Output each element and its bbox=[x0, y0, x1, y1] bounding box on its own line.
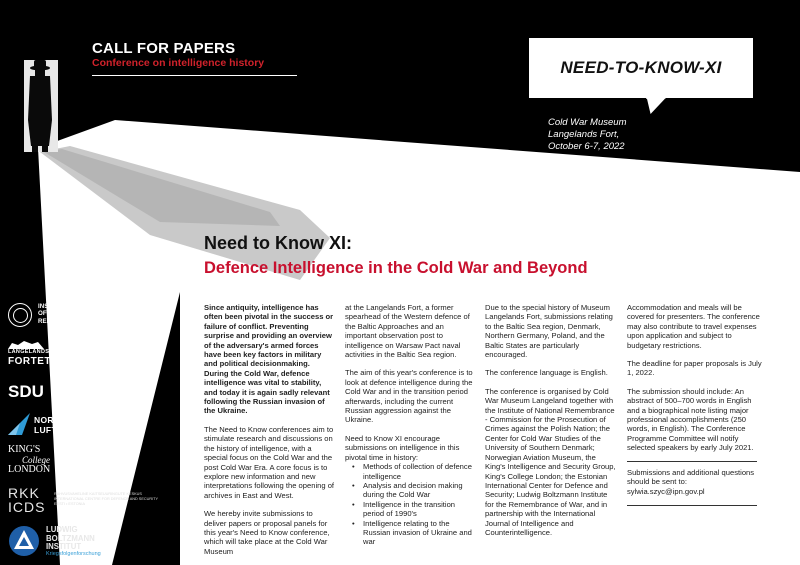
logo-line: RKK bbox=[8, 485, 40, 501]
logo-line: LUDWIG bbox=[46, 525, 78, 534]
logo-text bbox=[38, 303, 88, 325]
paragraph: The Need to Know conferences aim to stimulate research and discussions on the history of intelligence, with a special focus on the Cold War and the post Cold War Era. A core focus is to explore new information and new interpretations following the opening of archives in East and West. bbox=[204, 424, 335, 500]
paragraph: Submissions and additional questions should be sent to: bbox=[627, 467, 755, 487]
logo-line: BOLTZMANN bbox=[46, 533, 95, 543]
venue-line: Langelands Fort, bbox=[548, 129, 620, 140]
aviation-icon bbox=[8, 413, 30, 435]
paragraph: The deadline for paper proposals is July 1, 2022. bbox=[627, 359, 762, 378]
logo-kings-college-london bbox=[8, 445, 68, 481]
logo-line: LANGELANDS bbox=[8, 349, 50, 355]
venue-line: October 6-7, 2022 bbox=[548, 141, 625, 152]
text-column-4 bbox=[627, 303, 762, 512]
logo-langelands-fortet bbox=[8, 341, 51, 381]
logo-line: KING'S bbox=[8, 444, 41, 455]
logo-line: REMEMBRANCE bbox=[38, 317, 88, 325]
contact-email[interactable]: sylwia.szyc@ipn.gov.pl bbox=[627, 486, 705, 496]
logo-small-text bbox=[54, 492, 158, 507]
eagle-seal-icon bbox=[8, 303, 32, 327]
conference-title: Need to Know XI: bbox=[204, 233, 352, 253]
call-for-papers-title: CALL FOR PAPERS bbox=[92, 40, 236, 57]
logo-ludwig-boltzmann-institut bbox=[8, 525, 128, 563]
paragraph: The submission should include: An abstract of 500–700 words in English and a biographical note listing major professional accomplishments (250 words, in English). The Conference Programme Committee will notify selected speakers by early July 2021. bbox=[627, 386, 754, 453]
text-column-1 bbox=[204, 303, 336, 565]
logo-line: LONDON bbox=[8, 464, 51, 475]
paragraph: The conference language is English. bbox=[485, 368, 608, 378]
venue-info bbox=[548, 117, 638, 153]
title-divider bbox=[92, 75, 297, 76]
list-item: • Intelligence relating to the Russian invasion of Ukraine and war bbox=[363, 519, 477, 547]
paragraph: We hereby invite submissions to deliver papers or proposal panels for this year's Need to Know conference, which will take place at the Cold War Museum bbox=[204, 509, 330, 556]
logo-line: INSTITUT bbox=[46, 542, 82, 551]
logo-line: OF NATIONAL bbox=[38, 310, 80, 318]
list-item: • Methods of collection of defence intelligence bbox=[363, 462, 477, 481]
text-column-3 bbox=[485, 303, 618, 546]
logo-text bbox=[34, 415, 126, 435]
logo-text: SDU bbox=[8, 382, 44, 401]
logo-line: EESTI • ESTONIA bbox=[54, 502, 86, 506]
logo-norsk-luftfartsmuseum bbox=[8, 413, 138, 439]
conference-subtitle: Defence Intelligence in the Cold War and Beyond bbox=[204, 259, 588, 277]
paragraph: The conference is organised by Cold War Museum Langeland together with the Institute of National Remembrance - Commission for the Prosecution of Crimes against the Polish Nation; the Center for Cold War Studies of the University of Southern Denmark; Norwegian Aviation Museum, the King's Intelligence and Security Group, King's College London; the Estonian International Center for Defence and Security; Ludwig Boltzmann Institute for the Remembrance of War, and in partnership with the International Journal of Intelligence and Counterintelligence. bbox=[485, 386, 616, 537]
venue-line: Cold War Museum bbox=[548, 117, 627, 128]
logo-text bbox=[46, 526, 95, 552]
call-for-papers-subtitle: Conference on intelligence history bbox=[92, 57, 265, 69]
paragraph: Due to the special history of Museum Langelands Fort, submissions relating to the Baltic Sea region, Denmark, Northern Germany, Poland, and the Baltic States are particularly encouraged. bbox=[485, 303, 613, 360]
logo-line: NORSK bbox=[34, 415, 67, 425]
paragraph: at the Langelands Fort, a former spearhead of the Western defence of the Baltic Approaches and an important observation post to intelligence on Warsaw Pact naval activities in the Baltic Sea region. bbox=[345, 303, 470, 360]
logo-rkk-icds bbox=[8, 486, 158, 516]
list-item: • Intelligence in the transition period of 1990's bbox=[363, 500, 477, 519]
logo-line: FORTET bbox=[8, 356, 51, 367]
paragraph: Need to Know XI encourage submissions on intelligence in this pivotal time in history: bbox=[345, 433, 460, 462]
logo-text bbox=[8, 486, 45, 514]
logo-line: ICDS bbox=[8, 499, 46, 515]
logo-line: RAHVUSVAHELINE KAITSEUURINGUTE KESKUS bbox=[54, 492, 142, 496]
paragraph: Accommodation and meals will be covered for presenters. The conference may also contribute to travel expenses upon application and subject to budgetary restrictions. bbox=[627, 303, 760, 350]
logo-line: LUFTFARTSMUSEUM bbox=[34, 425, 126, 435]
logo-line: INTERNATIONAL CENTRE FOR DEFENCE AND SECURITY bbox=[54, 497, 159, 501]
topics-list bbox=[363, 462, 477, 547]
bubble-title: NEED-TO-KNOW-XI bbox=[560, 58, 722, 77]
divider bbox=[627, 505, 757, 506]
intro-paragraph: Since antiquity, intelligence has often been pivotal in the success or failure of conflict. Preventing surprise and providing an overview of the adversary's armed forces have been key factors in military and political decisionmaking. During the Cold War, defence intelligence was vital to stability, and today it is again sadly relevant following the Russian invasion of the Ukraine. bbox=[204, 303, 334, 416]
logo-institute-of-national-remembrance bbox=[8, 303, 98, 331]
logo-line: College bbox=[22, 455, 50, 465]
divider bbox=[627, 461, 757, 462]
logo-subtext: Kriegsfolgenforschung bbox=[46, 551, 101, 557]
paragraph: The aim of this year's conference is to look at defence intelligence during the Cold War and in the transition period afterwards, including the current Russian aggression against the Ukraine. bbox=[345, 368, 473, 425]
logo-sdu bbox=[8, 382, 78, 404]
lbi-emblem-icon bbox=[8, 525, 40, 557]
text-column-2 bbox=[345, 303, 477, 547]
list-item: • Analysis and decision making during the Cold War bbox=[363, 481, 477, 500]
logo-line: INSTITUTE bbox=[38, 303, 70, 310]
fort-icon bbox=[8, 341, 44, 349]
sdu-leaf-icon bbox=[54, 383, 74, 401]
